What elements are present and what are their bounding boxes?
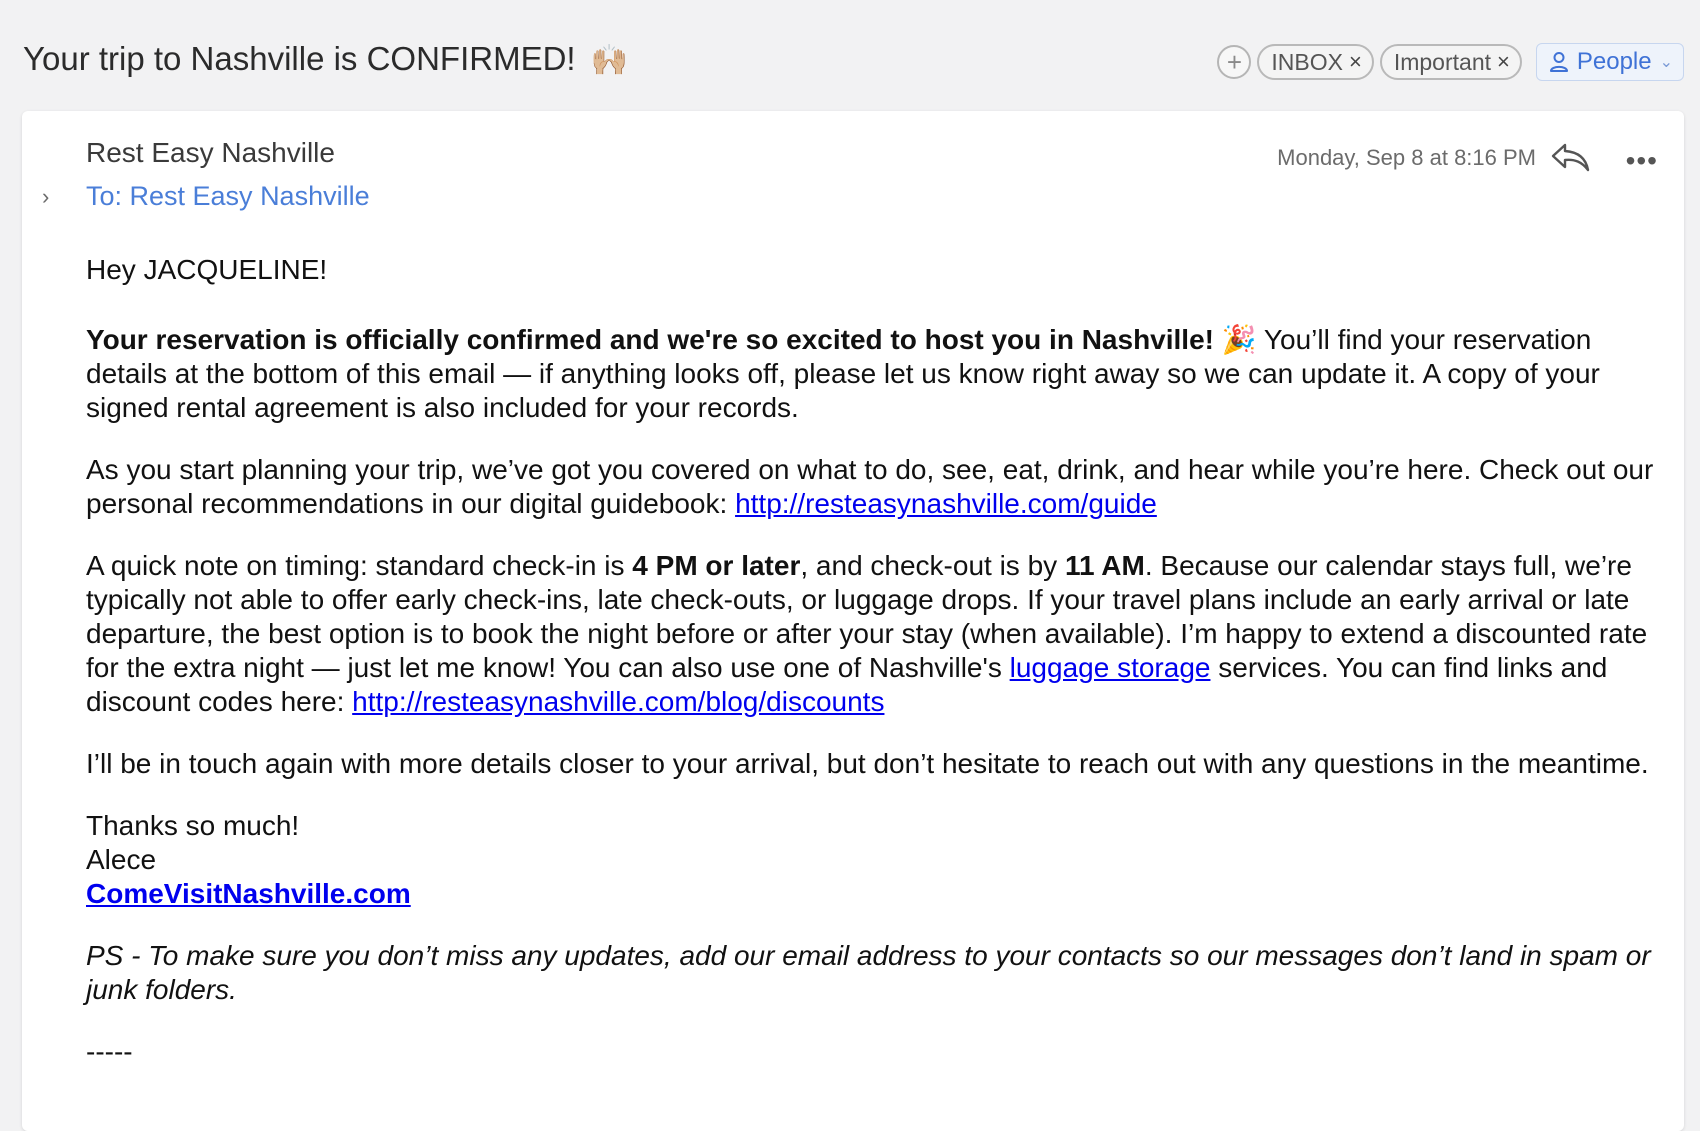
postscript: PS - To make sure you don’t miss any updates, add our email address to your contacts so our messages don’t land in spam or junk folders. (86, 940, 1651, 1005)
guidebook-paragraph (86, 453, 1666, 521)
label-chip-text: INBOX (1271, 48, 1343, 75)
guidebook-link[interactable]: http://resteasynashville.com/guide (735, 488, 1157, 519)
person-icon (1549, 51, 1569, 73)
subject-text: Your trip to Nashville is CONFIRMED! (23, 40, 576, 77)
people-button[interactable] (1536, 43, 1684, 81)
confirmation-bold-text: Your reservation is officially confirmed and we're so excited to host you in Nashville! (86, 324, 1214, 355)
signature-name: Alece (86, 844, 157, 875)
chevron-right-icon[interactable]: › (42, 183, 50, 209)
recipient-line[interactable]: To: Rest Easy Nashville (86, 181, 370, 211)
message-topbar (0, 0, 1700, 110)
remove-label-icon[interactable]: × (1348, 49, 1362, 74)
checkin-time: 4 PM or later (632, 550, 801, 581)
timing-text-d: . Because our calendar stays full, we’re typically not able to offer early check-ins, late check-outs, or luggage drops. If your travel plans include an early arrival or late departure, the best option is to book the night before or after your stay (when available). I’m happy to extend a discounted rate for the extra night — just let me know! You can also use one of Nashville's (86, 550, 1648, 683)
confirmation-rest-text: You’ll find your reservation details at the bottom of this email — if anything looks off, please let us know right away so we can update it. A copy of your signed rental agreement is also included for your records. (86, 324, 1600, 423)
add-label-button[interactable]: + (1217, 45, 1251, 79)
label-chip-inbox[interactable] (1257, 44, 1373, 80)
signature-thanks: Thanks so much! (86, 810, 300, 841)
confirmation-paragraph (86, 323, 1666, 425)
people-button-label: People (1576, 48, 1652, 75)
divider-text: ----- (86, 1036, 133, 1067)
chevron-down-icon: ⌄ (1659, 54, 1673, 71)
raised-hands-emoji: 🙌🏼 (590, 44, 629, 77)
more-options-icon[interactable]: ••• (1625, 145, 1658, 176)
remove-label-icon[interactable]: × (1497, 49, 1510, 74)
label-chip-important[interactable] (1380, 44, 1522, 80)
timing-text-c: , and check-out is by (800, 550, 1065, 581)
timing-text-e: services. You can find links and discount codes here: (86, 652, 1608, 717)
timing-text-a: A quick note on timing: standard check-in is (86, 550, 633, 581)
message-card (22, 111, 1684, 1131)
luggage-storage-link[interactable]: luggage storage (1009, 652, 1211, 683)
label-bar (1217, 43, 1684, 81)
recipient-row (42, 181, 370, 212)
sender-name: Rest Easy Nashville (86, 137, 335, 168)
party-popper-emoji: 🎉 (1221, 324, 1257, 355)
checkout-time: 11 AM (1064, 550, 1145, 581)
discounts-link[interactable]: http://resteasynashville.com/blog/discounts (352, 686, 885, 717)
reply-icon[interactable] (1549, 139, 1591, 175)
greeting: Hey JACQUELINE! (86, 254, 328, 285)
message-date: Monday, Sep 8 at 8:16 PM (1277, 145, 1536, 170)
closing-paragraph: I’ll be in touch again with more details closer to your arrival, but don’t hesitate to reach out with any questions in the meantime. (86, 748, 1649, 779)
signature (86, 809, 1666, 911)
signature-website-link[interactable]: ComeVisitNashville.com (86, 878, 411, 909)
label-chip-text: Important (1393, 48, 1491, 75)
timing-paragraph (86, 549, 1666, 719)
guidebook-text: As you start planning your trip, we’ve got you covered on what to do, see, eat, drink, and hear while you’re here. Check out our personal recommendations in our digital guidebook: (86, 454, 1654, 519)
message-body (86, 253, 1666, 1097)
email-subject (23, 40, 628, 78)
